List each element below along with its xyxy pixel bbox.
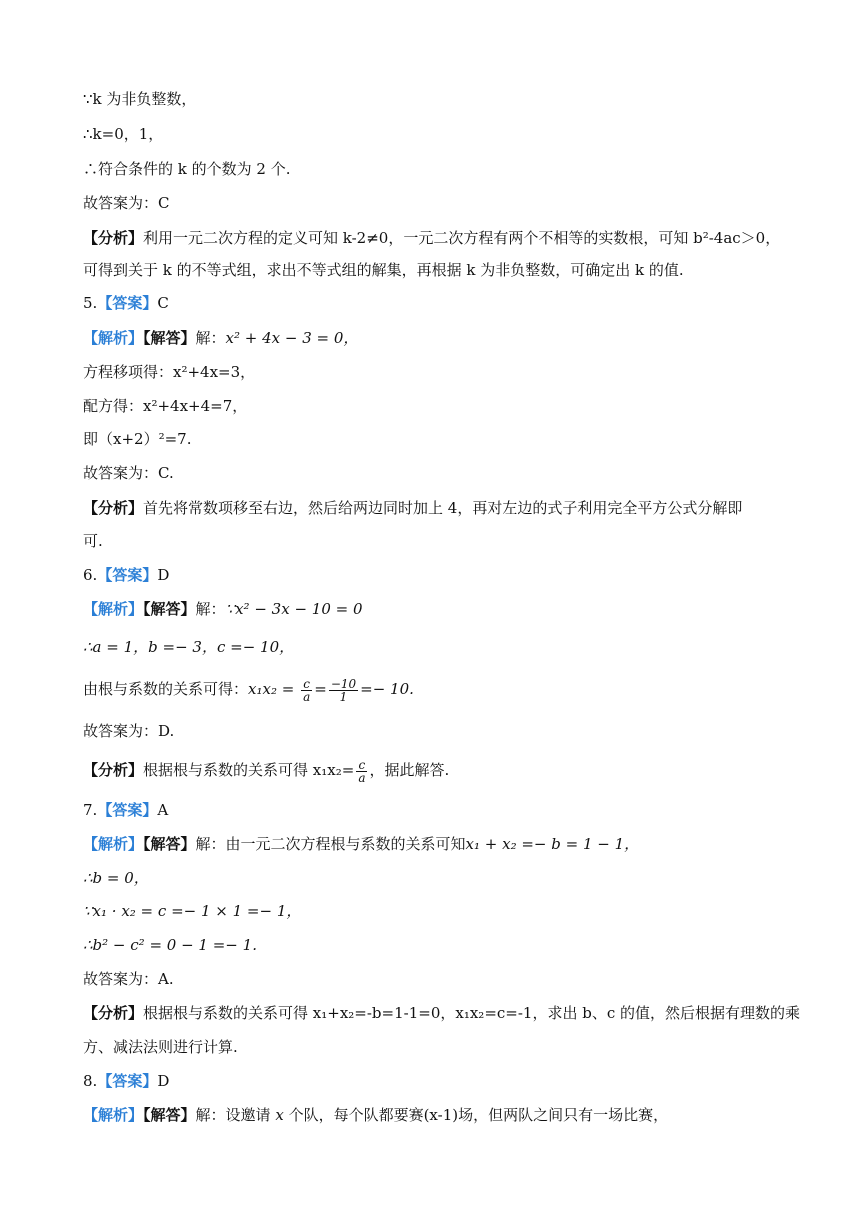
analysis-line xyxy=(83,756,800,784)
analysis-text: ，据此解答. xyxy=(369,761,450,779)
analysis-line: 可得到关于 k 的不等式组，求出不等式组的解集，再根据 k 为非负整数，可确定出 k 的值. xyxy=(83,261,684,279)
question-header xyxy=(83,799,800,821)
formula-rhs: =− 10. xyxy=(360,680,414,698)
denominator: a xyxy=(358,770,366,785)
numerator: −10 xyxy=(330,676,357,691)
numerator: c xyxy=(356,759,367,772)
solution-text: 解：设邀请 xyxy=(195,1106,271,1124)
question-number: 7. xyxy=(83,801,98,819)
analysis-tag: 【分析】 xyxy=(83,499,144,517)
formula-line xyxy=(83,675,800,703)
solution-text: 解： xyxy=(195,329,226,347)
jieda-tag: 【解答】 xyxy=(143,600,196,618)
fraction xyxy=(301,678,312,703)
answer-tag: 【答案】 xyxy=(97,1072,158,1090)
formula-lhs: x₁x₂ = xyxy=(248,680,295,698)
analysis-line xyxy=(83,227,800,249)
denominator: 1 xyxy=(339,689,348,704)
question-number: 5. xyxy=(83,294,98,312)
text-line: ∴a = 1，b =− 3，c =− 10， xyxy=(83,638,295,656)
analysis-line: 可. xyxy=(83,532,103,550)
text-line: 即（x+2）²=7. xyxy=(83,430,192,448)
answer-value: D xyxy=(157,566,170,584)
answer-value: A xyxy=(157,801,169,819)
answer-tag: 【答案】 xyxy=(97,566,158,584)
solution-line xyxy=(83,1104,800,1126)
solution-line xyxy=(83,598,800,620)
analysis-line xyxy=(83,1002,800,1024)
analysis-tag: 【分析】 xyxy=(83,229,144,247)
question-header xyxy=(83,292,800,314)
solution-text: 解：由一元二次方程根与系数的关系可知 xyxy=(195,835,466,853)
question-header xyxy=(83,564,800,586)
jiexi-tag: 【解析】 xyxy=(83,600,144,618)
text-line: ∵k 为非负整数， xyxy=(83,90,197,108)
analysis-line xyxy=(83,497,800,519)
text-line: 配方得：x²+4x+4=7， xyxy=(83,397,248,415)
jieda-tag: 【解答】 xyxy=(143,329,196,347)
answer-value: D xyxy=(157,1072,170,1090)
answer-tag: 【答案】 xyxy=(97,294,158,312)
question-number: 8. xyxy=(83,1072,98,1090)
equals-sign: = xyxy=(314,680,327,698)
text-line: ∴b² − c² = 0 − 1 =− 1. xyxy=(83,936,257,954)
equation: x₁ + x₂ =− b = 1 − 1， xyxy=(465,835,640,853)
numerator: c xyxy=(301,678,312,691)
text-line: 故答案为：D. xyxy=(83,722,175,740)
variable: x xyxy=(275,1106,284,1124)
analysis-line: 方、减法法则进行计算. xyxy=(83,1038,238,1056)
solution-text: 个队，每个队都要赛(x-1)场，但两队之间只有一场比赛， xyxy=(288,1106,669,1124)
analysis-text: 首先将常数项移至右边，然后给两边同时加上 4，再对左边的式子利用完全平方公式分解即 xyxy=(143,499,743,517)
text-line: 故答案为：C. xyxy=(83,464,174,482)
text-line: 方程移项得：x²+4x=3， xyxy=(83,363,256,381)
solution-line xyxy=(83,327,800,349)
analysis-text: 根据根与系数的关系可得 x₁+x₂=-b=1-1=0，x₁x₂=c=-1，求出 b、c 的值，然后根据有理数的乘 xyxy=(143,1004,801,1022)
jiexi-tag: 【解析】 xyxy=(83,1106,144,1124)
answer-tag: 【答案】 xyxy=(97,801,158,819)
jiexi-tag: 【解析】 xyxy=(83,329,144,347)
formula-prefix: 由根与系数的关系可得： xyxy=(83,680,249,698)
analysis-text: 根据根与系数的关系可得 x₁x₂= xyxy=(143,761,355,779)
text-line: 故答案为：A. xyxy=(83,970,174,988)
text-line: ∴k=0，1， xyxy=(83,125,164,143)
solution-text: 解： xyxy=(195,600,226,618)
text-line: ∴符合条件的 k 的个数为 2 个. xyxy=(83,160,291,178)
question-header xyxy=(83,1070,800,1092)
question-number: 6. xyxy=(83,566,98,584)
solution-line xyxy=(83,833,800,855)
analysis-text: 利用一元二次方程的定义可知 k-2≠0，一元二次方程有两个不相等的实数根，可知 b²-4ac＞0， xyxy=(143,229,781,247)
answer-value: C xyxy=(157,294,169,312)
analysis-tag: 【分析】 xyxy=(83,761,144,779)
text-line: ∵x₁ · x₂ = c =− 1 × 1 =− 1， xyxy=(83,902,302,920)
text-line: ∴b = 0， xyxy=(83,869,149,887)
denominator: a xyxy=(303,689,311,704)
fraction xyxy=(329,678,358,703)
jieda-tag: 【解答】 xyxy=(143,1106,196,1124)
text-line: 故答案为：C xyxy=(83,194,170,212)
equation: x² + 4x − 3 = 0， xyxy=(225,329,359,347)
jiexi-tag: 【解析】 xyxy=(83,835,144,853)
fraction xyxy=(356,759,367,784)
equation: ∵x² − 3x − 10 = 0 xyxy=(225,600,363,618)
jieda-tag: 【解答】 xyxy=(143,835,196,853)
analysis-tag: 【分析】 xyxy=(83,1004,144,1022)
